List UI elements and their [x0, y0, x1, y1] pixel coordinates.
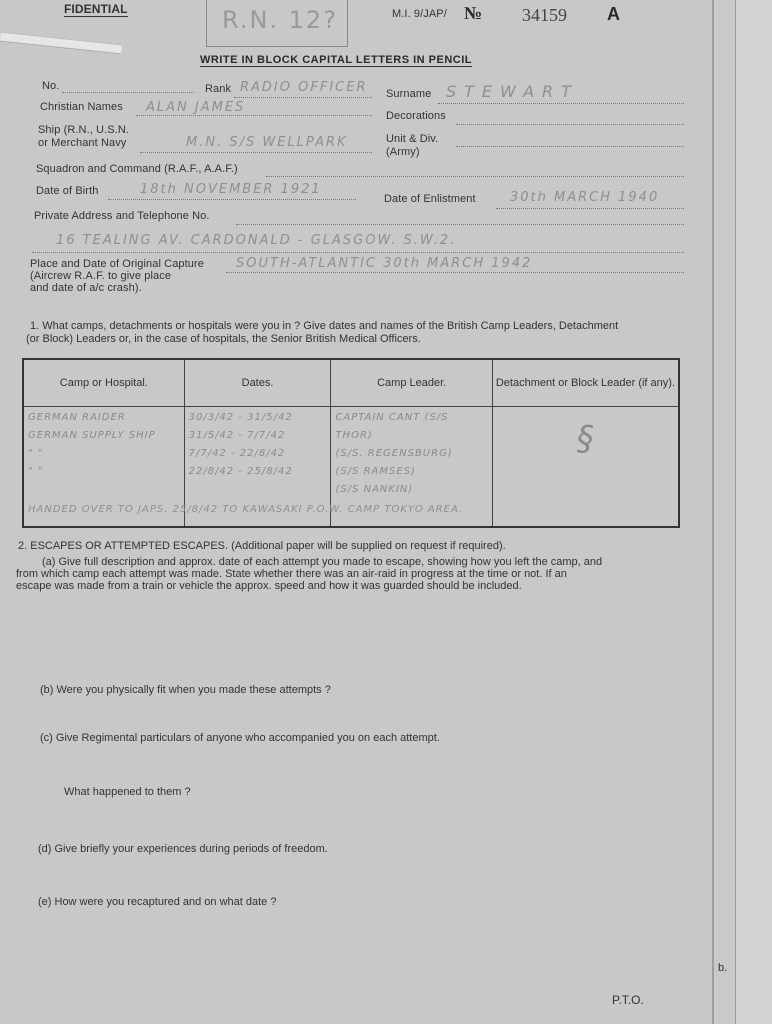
pto-label: P.T.O. — [612, 993, 644, 1007]
squadron-label: Squadron and Command (R.A.F., A.A.F.) — [36, 163, 238, 175]
christian-names-line — [136, 115, 372, 116]
address-value: 16 TEALING AV. CARDONALD - GLASGOW. S.W.2. — [56, 233, 457, 248]
col-dates-header: Dates. — [184, 359, 331, 407]
rank-value: RADIO OFFICER — [240, 80, 368, 95]
leader-row-3: (S/S RAMSES) — [335, 466, 416, 477]
question-2-title: 2. ESCAPES OR ATTEMPTED ESCAPES. (Additional paper will be supplied on request if required). — [18, 540, 506, 552]
surname-label: Surname — [386, 88, 432, 100]
underlying-page-edge — [735, 0, 772, 1024]
date-of-birth-label: Date of Birth — [36, 185, 99, 197]
serial-number: 34159 — [522, 5, 567, 25]
detachment-mark: § — [576, 419, 595, 459]
question-2d: (d) Give briefly your experiences during periods of freedom. — [38, 843, 328, 855]
enlistment-label: Date of Enlistment — [384, 193, 476, 205]
ship-value: M.N. S/S WELLPARK — [186, 135, 348, 150]
camp-row-2: GERMAN SUPPLY SHIP — [28, 430, 156, 441]
block-capitals-instruction: WRITE IN BLOCK CAPITAL LETTERS IN PENCIL — [200, 54, 472, 66]
address-label: Private Address and Telephone No. — [34, 210, 210, 222]
col-detachment-header: Detachment or Block Leader (if any). — [492, 359, 679, 407]
dates-row-2: 31/5/42 - 7/7/42 — [188, 430, 286, 441]
handed-over-note: HANDED OVER TO JAPS. 25/8/42 TO KAWASAKI P.O.W. CAMP TOKYO AREA. — [28, 504, 464, 515]
rank-line — [234, 97, 372, 98]
christian-names-value: ALAN JAMES — [146, 100, 246, 115]
ship-line — [140, 152, 372, 153]
christian-names-label: Christian Names — [40, 101, 123, 113]
camps-table — [22, 358, 680, 528]
camps-table-header — [23, 359, 679, 407]
question-1-line1: 1. What camps, detachments or hospitals were you in ? Give dates and names of the British Camp Leaders, Detachment — [30, 320, 619, 332]
enlistment-line — [496, 208, 684, 209]
decorations-line — [456, 124, 684, 125]
capture-label-line2: (Aircrew R.A.F. to give place — [30, 270, 172, 282]
serial-suffix: A — [607, 4, 620, 24]
question-2a-line1: (a) Give full description and approx. date of each attempt you made to escape, showing how you left the camp, and — [42, 556, 603, 568]
col-leader-header: Camp Leader. — [331, 359, 492, 407]
surname-line — [438, 103, 684, 104]
ship-label-line2: or Merchant Navy — [38, 137, 127, 149]
question-2a-line2: from which camp each attempt was made. State whether there was an air-raid in progress at the time or not. If an — [16, 568, 567, 580]
unit-line — [456, 146, 684, 147]
camp-row-1: GERMAN RAIDER — [28, 412, 126, 423]
question-2b: (b) Were you physically fit when you made these attempts ? — [40, 684, 331, 696]
date-of-birth-value: 18th NOVEMBER 1921 — [140, 182, 322, 197]
rn-stamp-text: R.N. 12? — [222, 6, 338, 34]
capture-label-line1: Place and Date of Original Capture — [30, 258, 204, 270]
confidential-label: FIDENTIAL — [64, 2, 128, 16]
edge-mark: b. — [718, 962, 728, 974]
date-of-birth-line — [108, 199, 356, 200]
dates-row-1: 30/3/42 - 31/5/42 — [188, 412, 293, 423]
string-tie — [0, 32, 122, 55]
leader-row-1: CAPTAIN CANT (S/S THOR) — [335, 412, 449, 441]
capture-line — [226, 272, 684, 273]
leader-row-4: (S/S NANKIN) — [335, 484, 414, 495]
enlistment-value: 30th MARCH 1940 — [510, 190, 660, 205]
leader-row-2: (S/S. REGENSBURG) — [335, 448, 453, 459]
squadron-line — [266, 176, 684, 177]
detachment-cell — [492, 407, 679, 528]
question-2c: (c) Give Regimental particulars of anyone who accompanied you on each attempt. — [40, 732, 440, 744]
ship-label-line1: Ship (R.N., U.S.N. — [38, 124, 130, 136]
camp-row-4: " " — [28, 466, 44, 477]
dates-row-4: 22/8/42 - 25/8/42 — [188, 466, 293, 477]
camp-row-3: " " — [28, 448, 44, 459]
question-2e: (e) How were you recaptured and on what date ? — [38, 896, 277, 908]
question-1-line2: (or Block) Leaders or, in the case of hospitals, the Senior British Medical Officers. — [26, 333, 421, 345]
question-2c-sub: What happened to them ? — [64, 786, 191, 798]
dates-row-3: 7/7/42 - 22/8/42 — [188, 448, 286, 459]
address-line-2 — [32, 252, 684, 253]
col-camp-header: Camp or Hospital. — [23, 359, 184, 407]
mi-reference: M.I. 9/JAP/ — [392, 8, 447, 20]
capture-value: SOUTH-ATLANTIC 30th MARCH 1942 — [236, 256, 533, 271]
surname-value: STEWART — [446, 82, 579, 101]
unit-label-line2: (Army) — [386, 146, 420, 158]
no-label: No. — [42, 80, 60, 92]
no-line — [62, 92, 194, 93]
address-line-1 — [236, 224, 684, 225]
rank-label: Rank — [205, 83, 232, 95]
number-symbol: № — [464, 3, 483, 23]
decorations-label: Decorations — [386, 110, 446, 122]
unit-label-line1: Unit & Div. — [386, 133, 439, 145]
question-2a-line3: escape was made from a train or vehicle the approx. speed and how it was guarded should be included. — [16, 580, 522, 592]
capture-label-line3: and date of a/c crash). — [30, 282, 142, 294]
